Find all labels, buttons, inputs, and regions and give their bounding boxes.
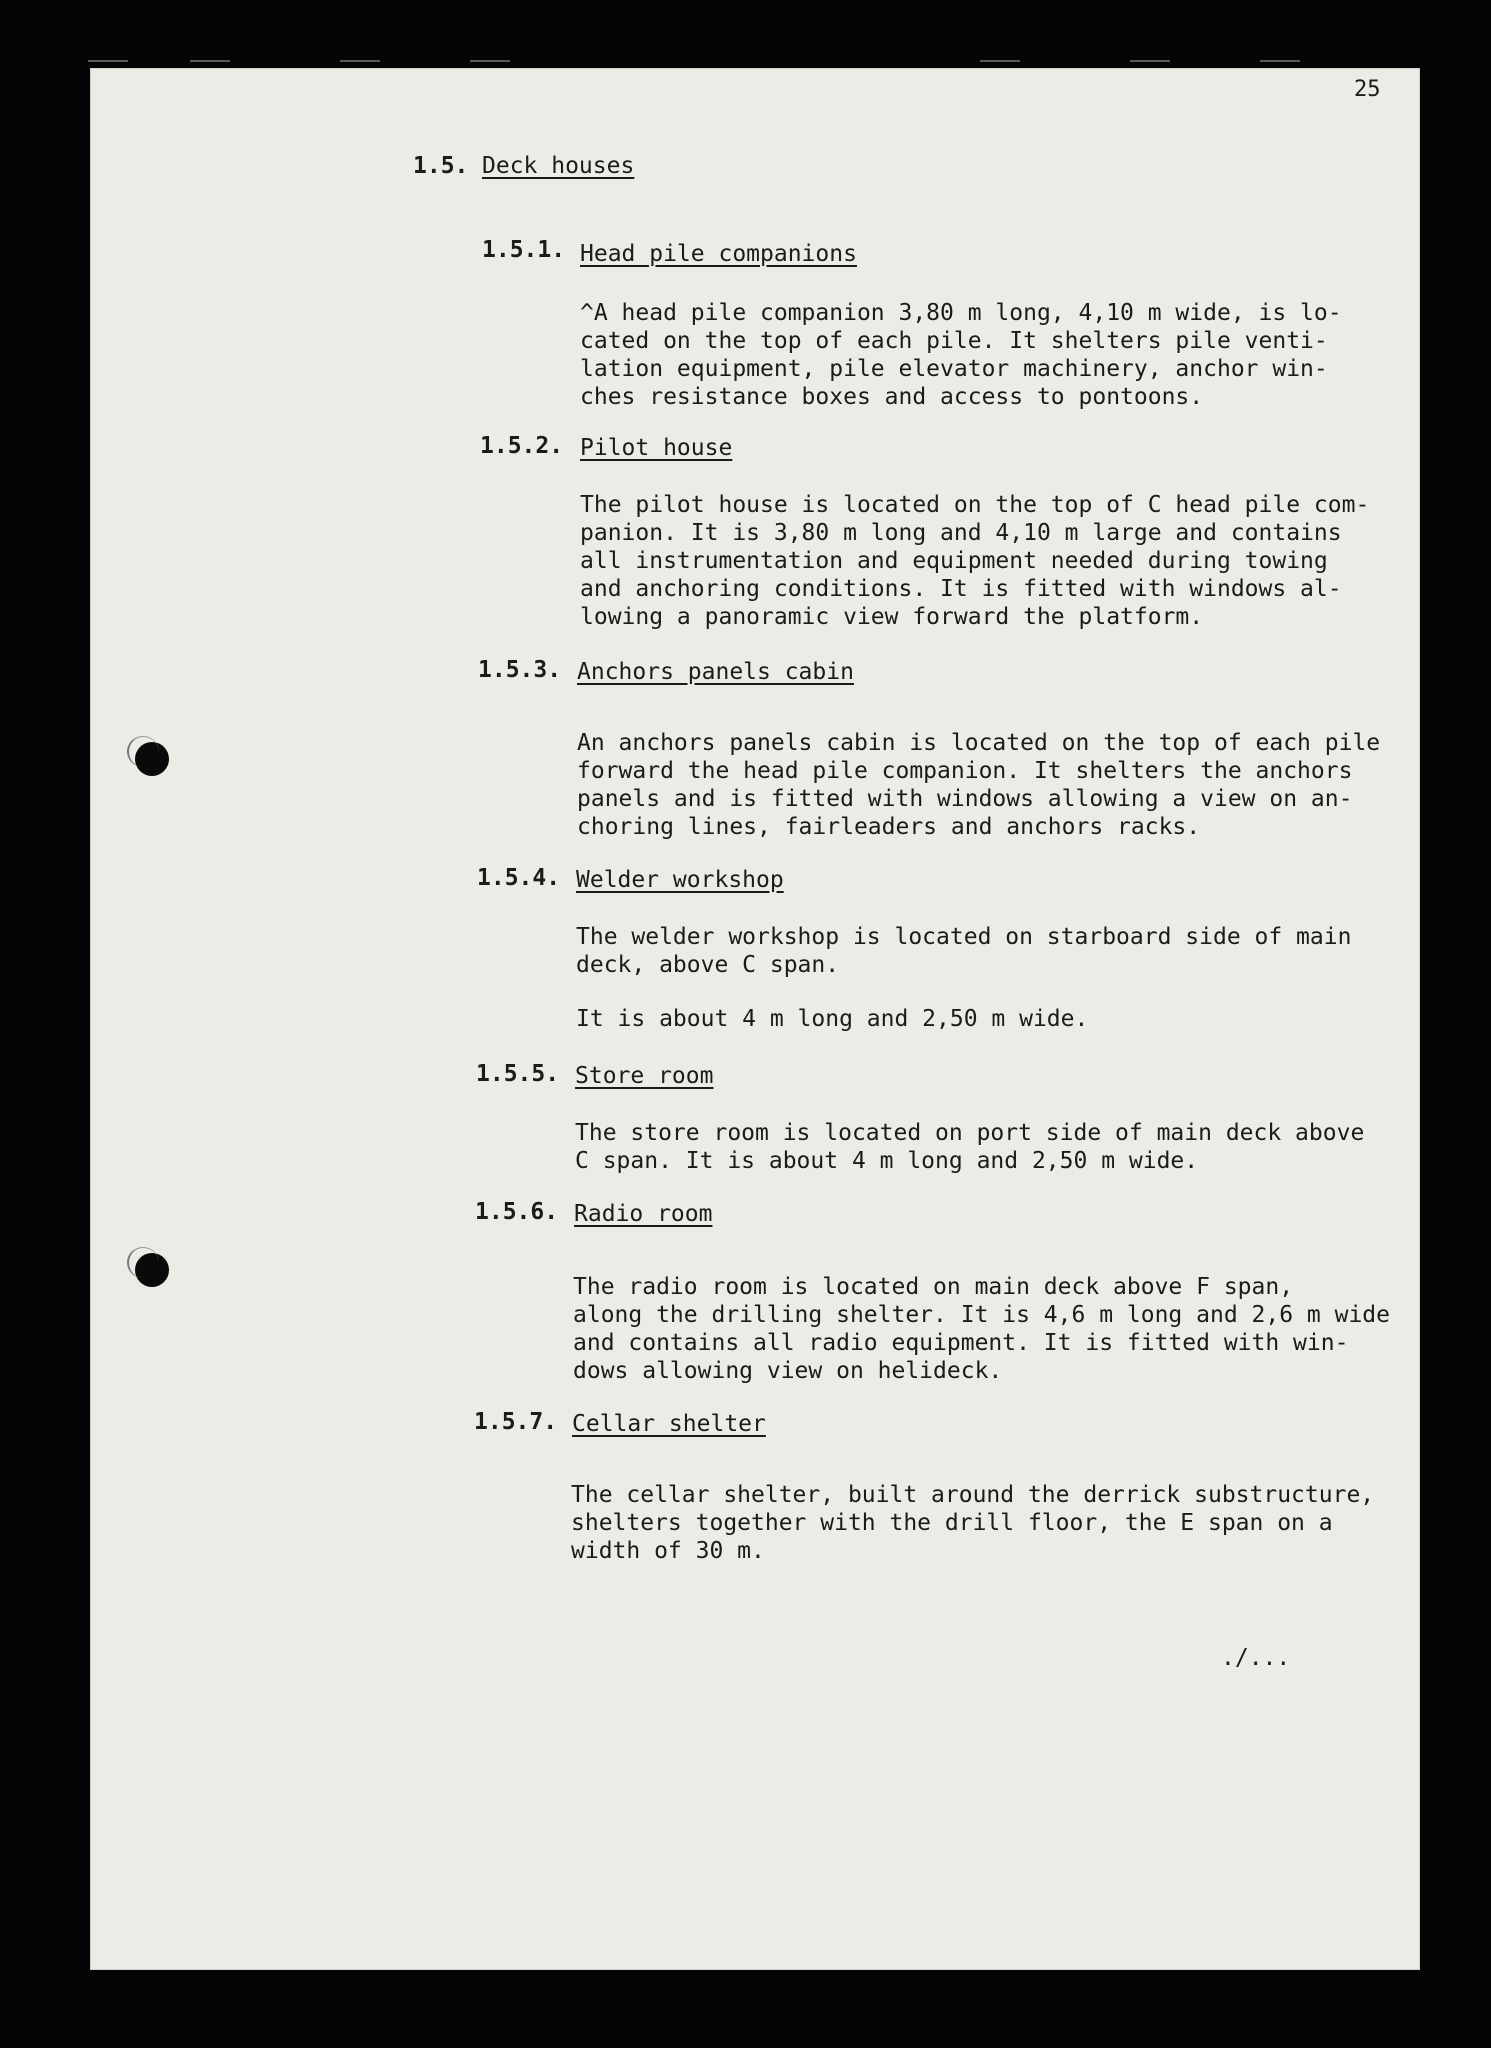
scan-edge-mark <box>980 60 1020 62</box>
subsection-title: Head pile companions <box>580 241 857 267</box>
subsection-number: 1.5.5. <box>476 1061 560 1087</box>
document-page <box>90 68 1420 1970</box>
subsection-number: 1.5.1. <box>482 237 566 263</box>
subsection-title: Welder workshop <box>576 867 784 893</box>
scan-edge-mark <box>190 60 230 62</box>
scan-edge-mark <box>1130 60 1170 62</box>
scan-edge-mark <box>470 60 510 62</box>
subsection-number: 1.5.7. <box>474 1409 558 1435</box>
subsection-paragraph: The radio room is located on main deck above F span, along the drilling shelter. It is 4,6 m long and 2,6 m wide and contains all radio equipment. It is fitted with win- dows allowing view on helideck. <box>573 1274 1390 1384</box>
punch-hole <box>135 742 169 776</box>
subsection-title: Radio room <box>574 1201 713 1227</box>
subsection-number: 1.5.4. <box>477 865 561 891</box>
subsection-paragraph: It is about 4 m long and 2,50 m wide. <box>576 1006 1089 1032</box>
section-title: Deck houses <box>482 153 635 179</box>
subsection-paragraph: An anchors panels cabin is located on the top of each pile forward the head pile companion. It shelters the anchors panels and is fitted with windows allowing a view on an- choring lines, fairleaders and anchors racks. <box>577 730 1381 840</box>
subsection-title: Store room <box>575 1063 714 1089</box>
scan-edge-mark <box>88 60 128 62</box>
subsection-paragraph: The pilot house is located on the top of C head pile com- panion. It is 3,80 m long and 4,10 m large and contains all instrumentation and equipment needed during towing and anchoring conditions. It is fitted with windows al- lowing a panoramic view forward the platform. <box>580 492 1370 630</box>
subsection-number: 1.5.6. <box>475 1199 559 1225</box>
section-number: 1.5. <box>413 153 469 179</box>
subsection-number: 1.5.3. <box>478 657 562 683</box>
scan-edge-mark <box>1260 60 1300 62</box>
subsection-paragraph: ^A head pile companion 3,80 m long, 4,10 m wide, is lo- cated on the top of each pile. It shelters pile venti- lation equipment, pile elevator machinery, anchor win- ches resistance boxes and access to pontoons. <box>580 300 1342 410</box>
subsection-number: 1.5.2. <box>480 433 564 459</box>
punch-hole <box>135 1253 169 1287</box>
subsection-paragraph: The store room is located on port side of main deck above C span. It is about 4 m long and 2,50 m wide. <box>575 1120 1365 1174</box>
scan-edge-mark <box>340 60 380 62</box>
subsection-paragraph: The cellar shelter, built around the derrick substructure, shelters together with the drill floor, the E span on a width of 30 m. <box>571 1482 1375 1564</box>
subsection-title: Cellar shelter <box>572 1411 766 1437</box>
continuation-mark: ./... <box>1221 1645 1291 1671</box>
subsection-title: Pilot house <box>580 435 733 461</box>
subsection-title: Anchors panels cabin <box>577 659 854 685</box>
subsection-paragraph: The welder workshop is located on starboard side of main deck, above C span. <box>576 924 1352 978</box>
page-number: 25 <box>1354 77 1381 102</box>
